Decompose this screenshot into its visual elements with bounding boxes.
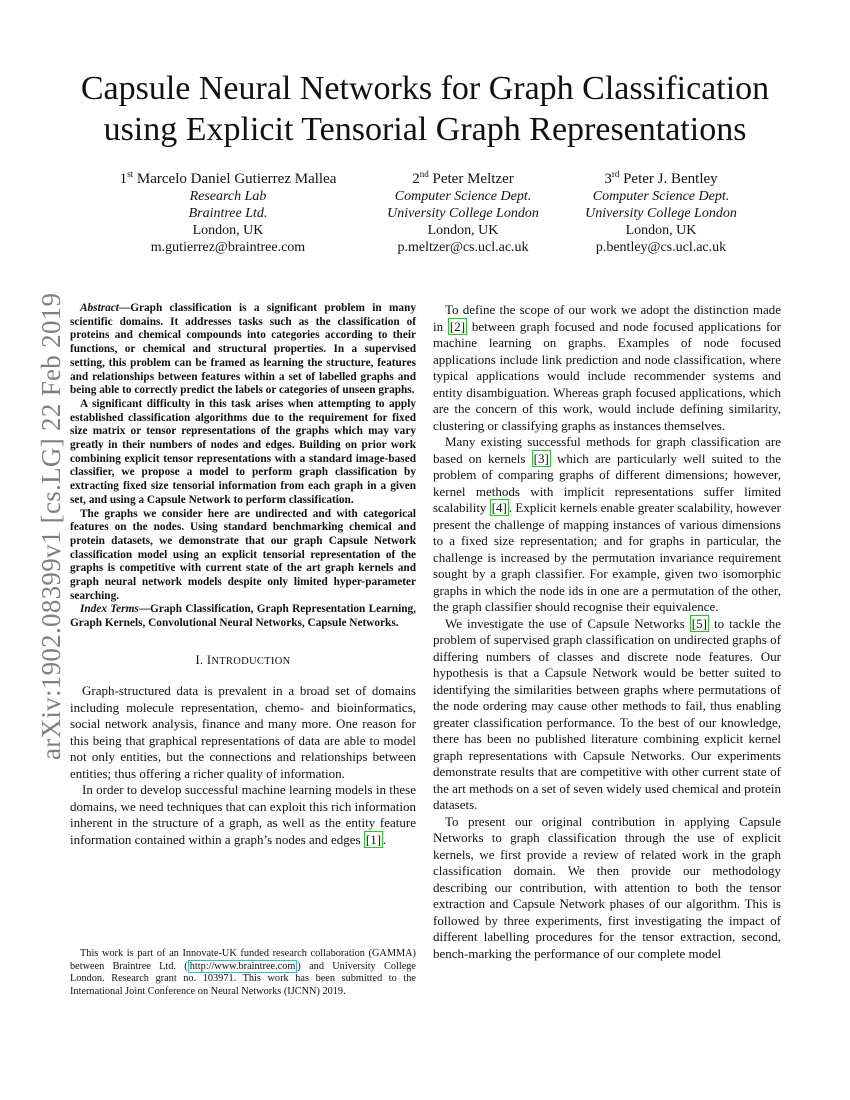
citation-link[interactable]: [3] <box>533 450 549 466</box>
left-column <box>70 302 416 848</box>
abstract-label: Abstract <box>80 302 119 314</box>
author-name-line: 2nd Peter Meltzer <box>412 169 514 187</box>
right-paragraph-1: To define the scope of our work we adopt the distinction made in [2] between graph focused and node focused applications for machine learning on graphs. Examples of node focused applications include link prediction and node classification, where typical applications would include recommender systems and entity disambiguation. Whereas graph focused applications, which are the concern of this work, would include defining similarity, clustering or classifying graphs as instances themselves. <box>433 302 781 433</box>
footnote <box>70 948 416 998</box>
paper-title <box>60 68 790 150</box>
braintree-url-link[interactable]: http://www.braintree.com <box>189 960 296 972</box>
author-name: Peter J. Bentley <box>623 171 718 187</box>
author-email: p.meltzer@cs.ucl.ac.uk <box>397 240 529 255</box>
author-name: Marcelo Daniel Gutierrez Mallea <box>136 171 337 187</box>
author-org: University College London <box>387 206 539 221</box>
index-terms-label: Index Terms <box>80 603 139 616</box>
citation-link[interactable]: [2] <box>449 318 466 334</box>
index-terms: Index Terms—Graph Classification, Graph Representation Learning, Graph Kernels, Convolutional Neural Networks, Capsule Networks. <box>70 603 416 630</box>
section-heading-introduction: I. INTRODUCTION <box>195 652 291 667</box>
citation-link[interactable]: [5] <box>691 615 707 631</box>
author-dept: Computer Science Dept. <box>394 189 532 204</box>
author-dept: Computer Science Dept. <box>592 189 730 204</box>
author-email: m.gutierrez@braintree.com <box>150 240 306 255</box>
author-block-1 <box>112 166 344 256</box>
author-city: London, UK <box>625 223 697 238</box>
title-line-2: using Explicit Tensorial Graph Representations <box>103 111 747 148</box>
footnote-text: This work is part of an Innovate-UK funded research collaboration (GAMMA) between Braintree Ltd. ( http://www.braintree.com ) and University College London. Research grant no. 103971. This work has been submitted to the International Joint Conference on Neural Networks (IJCNN) 2019. <box>70 948 416 997</box>
arxiv-sidebar-identifier <box>0 0 66 760</box>
abstract <box>70 302 416 631</box>
intro-paragraph-1: Graph-structured data is prevalent in a broad set of domains including molecule representation, chemo- and bioinformatics, social network analysis, finance and many more. One reason for this being that graphical representations of data are able to model not only entities, but the connections and relationships between entities; thus offering a richer quality of information. <box>70 683 416 781</box>
author-block-2 <box>378 166 548 256</box>
citation-link[interactable]: [4] <box>491 500 507 515</box>
citation-link[interactable]: [1] <box>365 831 382 847</box>
author-org: University College London <box>585 206 737 221</box>
author-name-line: 3rd Peter J. Bentley <box>604 169 718 187</box>
title-line-1: Capsule Neural Networks for Graph Classification <box>80 70 770 107</box>
abstract-paragraph-1: Abstract—Graph classification is a significant problem in many scientific domains. It addresses tasks such as the classification of proteins and chemical compounds into categories according to their functions, or chemical and structural properties. In a supervised setting, this problem can be framed as learning the structure, features and relationships between features within a set of labelled graphs and being able to correctly predict the labels or categories of unseen graphs. <box>70 302 416 397</box>
author-block-3 <box>576 166 746 256</box>
right-column <box>433 302 781 962</box>
author-name-line: 1st Marcelo Daniel Gutierrez Mallea <box>119 169 337 187</box>
abstract-paragraph-2: A significant difficulty in this task arises when attempting to apply established classification algorithms due to the requirement for fixed size matrix or tensor representations of the graphs which may vary greatly in their numbers of nodes and edges. Building on prior work combining explicit tensor representations with a standard image-based classifier, we propose a model to perform graph classification by extracting fixed size tensorial information from each graph in a given set, and using a Capsule Network to perform classification. <box>70 397 416 506</box>
right-paragraph-3: We investigate the use of Capsule Networks [5] to tackle the problem of supervised graph classification on undirected graphs of differing numbers of classes and discrete node features. Our hypothesis is that a Capsule Network would be better suited to identifying the similarities between graphs where permutations of the node ordering may cause other methods to fail, thus enabling greater classification performance. To the best of our knowledge, there has been no published literature combining explicit kernel graph representations with Capsule Networks. Our experiments demonstrate results that are competitive with other current state of the art methods on a set of seven widely used chemical and protein datasets. <box>433 615 782 812</box>
author-dept: Research Lab <box>189 189 267 204</box>
author-org: Braintree Ltd. <box>188 206 268 221</box>
author-city: London, UK <box>427 223 499 238</box>
right-paragraph-4: To present our original contribution in applying Capsule Networks to graph classification through the use of explicit kernels, we first provide a review of related work in the graph classification domain. We then provide our methodology describing our contribution, with attention to both the tensor extraction and Capsule Network phases of our algorithm. This is followed by three experiments, first investigating the impact of different labelling procedures for the tensor extraction, second, bench-marking the performance of our complete model <box>433 813 781 961</box>
abstract-paragraph-3: The graphs we consider here are undirected and with categorical features on the nodes. Using standard benchmarking chemical and protein datasets, we demonstrate that our graph Capsule Network classification model using an explicit tensorial representation of the graphs is competitive with current state of the art graph kernels and graph neural network models despite only limited hyper-parameter searching. <box>70 507 416 602</box>
author-city: London, UK <box>192 223 264 238</box>
intro-paragraph-2: In order to develop successful machine learning models in these domains, we need techniques that can exploit this rich information inherent in the structure of a graph, as well as the entity feature information contained within a graph’s nodes and edges [1] . <box>70 782 416 847</box>
right-paragraph-2: Many existing successful methods for graph classification are based on kernels [3] which are particularly well suited to the problem of comparing graphs of different dimensions; however, kernel methods with implicit representations suffer limited scalability [4] . Explicit kernels enable greater scalability, however present the challenge of mapping instances of various dimensions to a fixed size representation; and for graphs in particular, the challenge is increased by the permutation invariance requirement sought by a graph classifier. For example, given two isomorphic graphs in which the node ids in one are a permutation of the other, the graph classifier should recognise their equivalence. <box>433 434 782 614</box>
arxiv-id-text: arXiv:1902.08399v1 [cs.LG] 22 Feb 2019 <box>36 292 66 760</box>
author-name: Peter Meltzer <box>432 171 514 187</box>
author-email: p.bentley@cs.ucl.ac.uk <box>595 240 727 255</box>
